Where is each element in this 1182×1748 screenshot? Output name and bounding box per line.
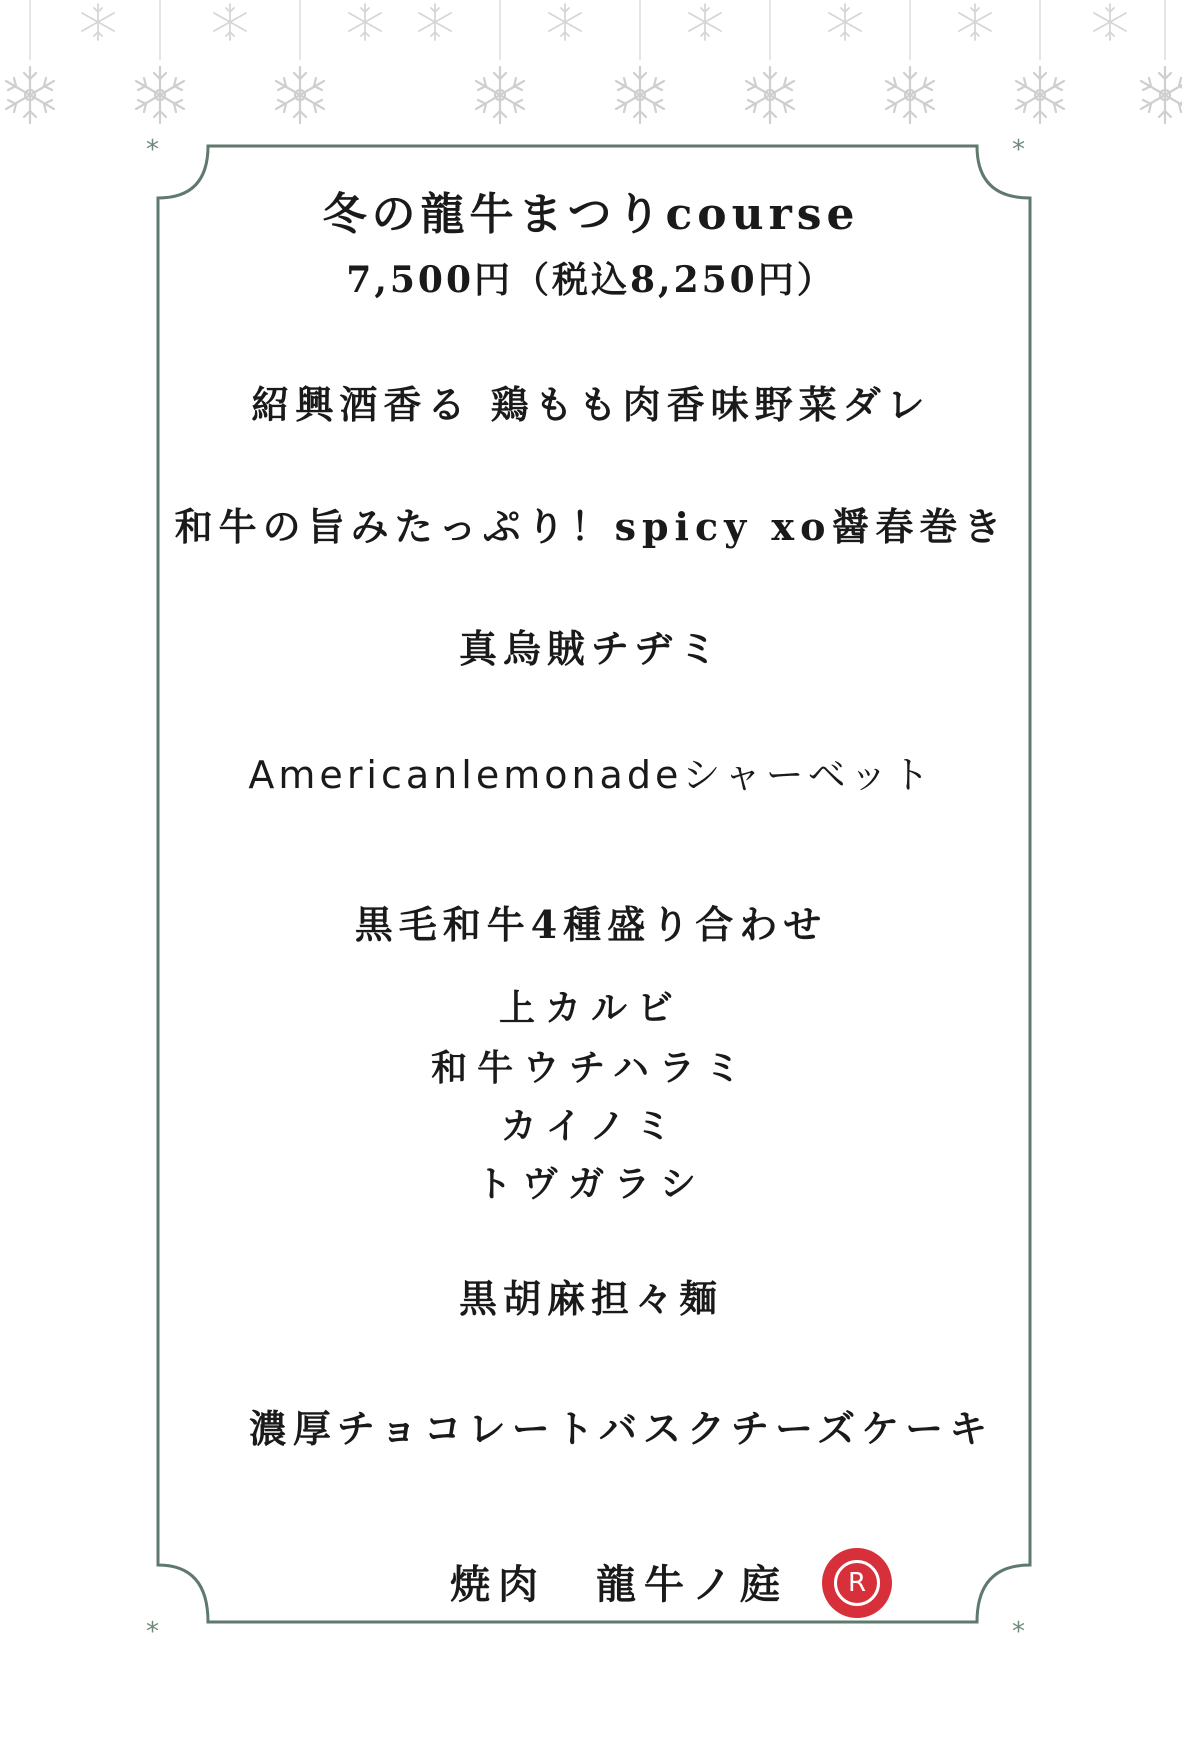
assortment-item: 上カルビ xyxy=(498,987,683,1029)
asterisk-icon: * xyxy=(146,135,159,165)
shop-signature xyxy=(450,1553,788,1610)
asterisk-icon: * xyxy=(1012,135,1025,165)
menu-item: 黒毛和牛4種盛り合わせ xyxy=(354,902,828,947)
assortment-item: カイノミ xyxy=(500,1105,682,1147)
shop-name: 龍牛ノ庭 xyxy=(596,1561,788,1608)
menu-item: 紹興酒香る 鶏もも肉香味野菜ダレ xyxy=(251,382,931,427)
asterisk-icon: * xyxy=(1012,1617,1025,1647)
shop-type: 焼肉 xyxy=(450,1561,546,1608)
menu-item: Americanlemonadeシャーベット xyxy=(248,753,934,797)
assortment-item: トヴガラシ xyxy=(475,1163,706,1205)
menu-item: 黒胡麻担々麺 xyxy=(458,1276,723,1321)
shop-logo-icon xyxy=(822,1548,892,1618)
course-title: 冬の龍牛まつりcourse xyxy=(322,189,860,240)
menu-item: 濃厚チョコレートバスクチーズケーキ xyxy=(248,1406,994,1451)
assortment-item: 和牛ウチハラミ xyxy=(431,1047,751,1089)
menu-item: 和牛の旨みたっぷり！spicy xo醤春巻き xyxy=(174,504,1008,549)
logo-letter: R xyxy=(834,1560,880,1606)
course-price: 7,500円（税込8,250円） xyxy=(346,259,836,301)
asterisk-icon: * xyxy=(146,1617,159,1647)
menu-item: 真烏賊チヂミ xyxy=(458,626,723,671)
